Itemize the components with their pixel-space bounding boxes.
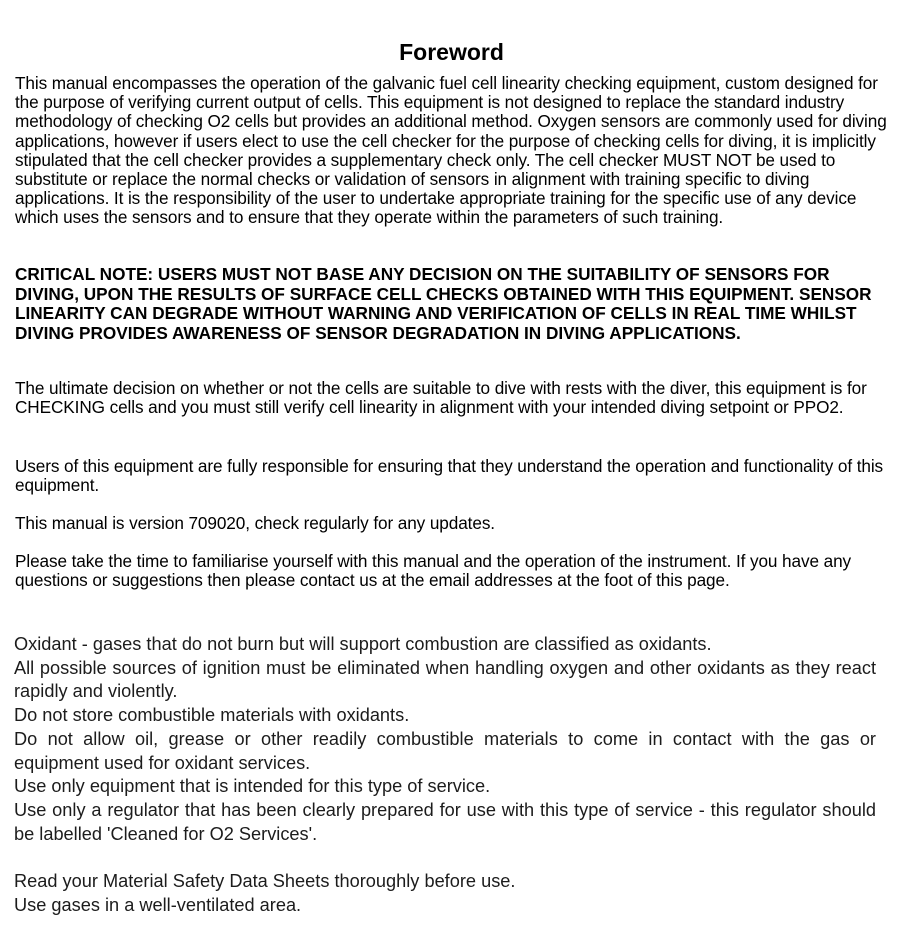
safety-line: Oxidant - gases that do not burn but will support combustion are classified as oxidants. bbox=[14, 634, 712, 654]
safety-line: Read your Material Safety Data Sheets thoroughly before use. bbox=[14, 871, 516, 892]
intro-paragraph: This manual encompasses the operation of the galvanic fuel cell linearity checking equipment, custom designed for the purpose of verifying current output of cells. This equipment is not designed to replace the standard industry methodology of checking O2 cells but provides an additional method. Oxygen sensors are commonly used for diving applications, however if users elect to use the cell checker for the purpose of checking cells for diving, it is implicitly stipulated that the cell checker provides a supplementary check only. The cell checker MUST NOT be used to substitute or replace the normal checks or validation of sensors in alignment with training specific to diving applications. It is the responsibility of the user to undertake appropriate training for the specific use of any device which uses the sensors and to ensure that they operate within the parameters of such training. bbox=[15, 73, 887, 228]
contact-paragraph: Please take the time to familiarise yourself with this manual and the operation of the instrument. If you have any questions or suggestions then please contact us at the email addresses at the foot of this page. bbox=[15, 551, 852, 591]
version-paragraph: This manual is version 709020, check regularly for any updates. bbox=[15, 513, 495, 533]
safety-section bbox=[14, 633, 876, 917]
critical-note: CRITICAL NOTE: USERS MUST NOT BASE ANY DECISION ON THE SUITABILITY OF SENSORS FOR DIVING, UPON THE RESULTS OF SURFACE CELL CHECKS OBTAINED WITH THIS EQUIPMENT. SENSOR LINEARITY CAN DEGRADE WITHOUT WARNING AND VERIFICATION OF CELLS IN REAL TIME WHILST DIVING PROVIDES AWARENESS OF SENSOR DEGRADATION IN DIVING APPLICATIONS. bbox=[15, 264, 872, 343]
responsibility-paragraph: Users of this equipment are fully responsible for ensuring that they understand the operation and functionality of this equipment. bbox=[15, 456, 884, 496]
section-spacer bbox=[14, 846, 876, 870]
safety-line: Use only a regulator that has been clearly prepared for use with this type of service - this regulator should be labelled 'Cleaned for O2 Services'. bbox=[14, 799, 876, 844]
safety-line: Use only equipment that is intended for this type of service. bbox=[14, 776, 491, 797]
page-title: Foreword bbox=[399, 39, 504, 66]
decision-paragraph: The ultimate decision on whether or not the cells are suitable to dive with rests with the diver, this equipment is for CHECKING cells and you must still verify cell linearity in alignment with your intended diving setpoint or PPO2. bbox=[15, 378, 867, 418]
safety-line: Do not allow oil, grease or other readily combustible materials to come in contact with the gas or equipment used for oxidant services. bbox=[14, 728, 876, 773]
safety-line: All possible sources of ignition must be eliminated when handling oxygen and other oxidants as they react rapidly and violently. bbox=[14, 657, 876, 702]
safety-line: Do not store combustible materials with oxidants. bbox=[14, 705, 410, 726]
safety-line: Use gases in a well-ventilated area. bbox=[14, 894, 302, 915]
